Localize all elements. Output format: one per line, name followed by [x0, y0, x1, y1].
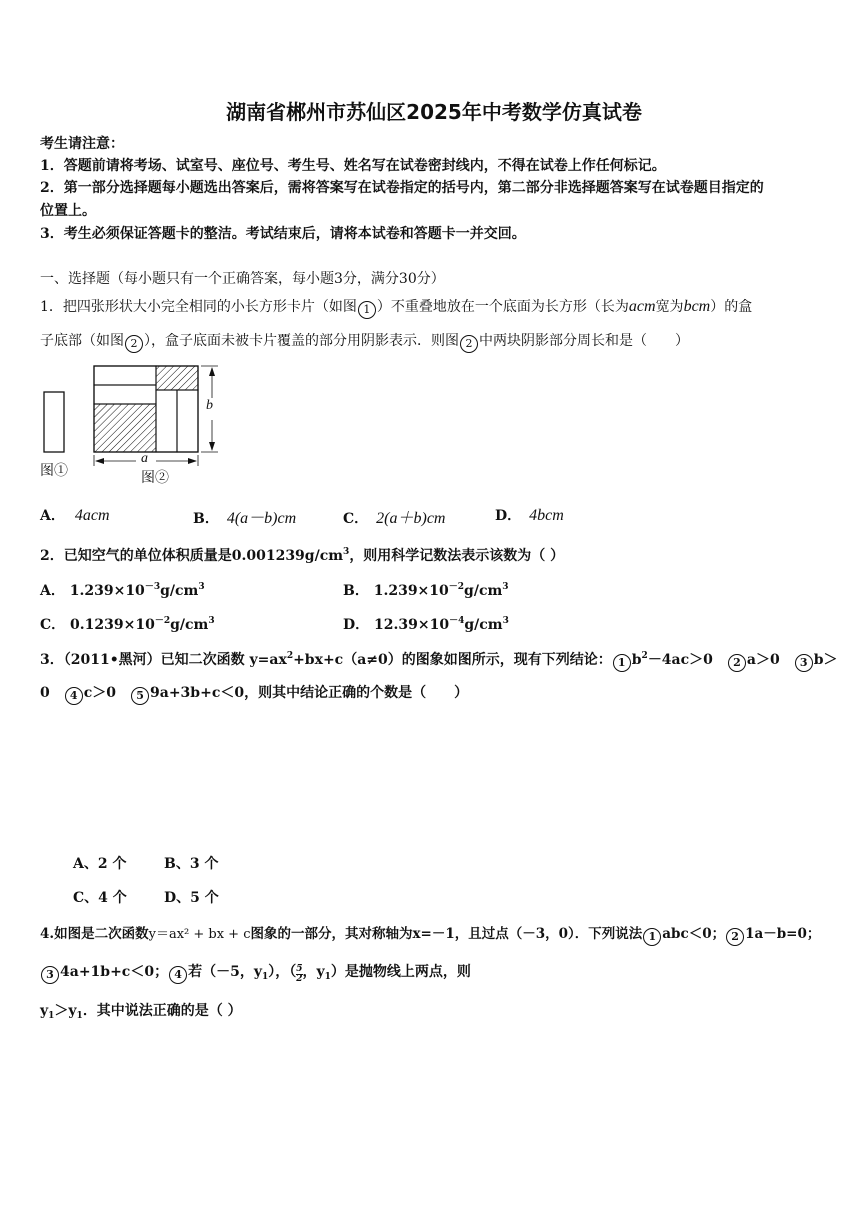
dim-label-b: b — [206, 398, 213, 413]
q1-option-a: A． 4acm — [40, 507, 110, 524]
circled-number: 1 — [358, 301, 376, 319]
circled-number: 2 — [125, 335, 143, 353]
page-title: 湖南省郴州市苏仙区2025年中考数学仿真试卷 — [226, 100, 642, 124]
q2-stem: 2．已知空气的单位体积质量是$0.001239g/cm^3$，则用科学记数法表示该数为（ ） — [40, 547, 565, 564]
q1-option-d: D． 4bcm — [495, 507, 564, 524]
q1-option-c: C． 2(a＋b)cm — [343, 510, 446, 527]
q2-option-d: D． $12.39\times 10^{-4}g/cm^3$ — [343, 616, 509, 633]
circled-number: 3 — [41, 966, 59, 984]
q1-line2: 子底部（如图 2 ），盒子底面未被卡片覆盖的部分用阴影表示．则图 2 中两块阴影部分周长和是（ ） — [40, 330, 689, 353]
q3-option-d: D、5 个 — [164, 890, 219, 906]
section-heading: 一、选择题（每小题只有一个正确答案，每小题3分，满分30分） — [40, 271, 445, 287]
shaded-region-bottom — [94, 404, 156, 452]
q4-line3: $y_1>y_1$．其中说法正确的是（ ） — [40, 1003, 242, 1021]
fig2-label: 图② — [141, 470, 169, 486]
notice-item-1: 1．答题前请将考场、试室号、座位号、考生号、姓名写在试卷密封线内，不得在试卷上作任何标记。 — [40, 158, 666, 174]
q3-option-c: C、4 个 — [73, 890, 127, 906]
notice-item-2-cont: 位置上。 — [40, 203, 96, 219]
circled-number: 2 — [728, 654, 746, 672]
notice-item-3: 3．考生必须保证答题卡的整洁。考试结束后，请将本试卷和答题卡一并交回。 — [40, 226, 526, 242]
circled-number: 2 — [460, 335, 478, 353]
q4-line1: 4.如图是二次函数y＝ax² + bx + c图象的一部分，其对称轴为x=－1，且过点（－3，0）．下列说法 1 abc＜0； 2 1a－b=0； — [40, 922, 820, 946]
q3-line2: 0 4 c＞0 5 9a+3b+c＜0，则其中结论正确的个数是（ ） — [40, 682, 468, 705]
q2-option-a: A． $1.239\times 10^{-3}g/cm^3$ — [40, 582, 205, 599]
circled-number: 4 — [169, 966, 187, 984]
q2-option-b: B． $1.239\times 10^{-2}g/cm^3$ — [343, 582, 509, 599]
card-rectangle — [44, 392, 64, 452]
q3-line1: 3．（2011•黑河）已知二次函数 $y=ax^2+bx+c(a\ne 0)$的图象如图所示，现有下列结论： 1 $b^2-4ac>0$ 2 a＞0 3 b＞ — [40, 649, 838, 672]
fraction: $\frac{5}{2}$ — [296, 964, 303, 984]
circled-number: 1 — [643, 928, 661, 946]
q1-line1: 1．把四张形状大小完全相同的小长方形卡片（如图 1 ）不重叠地放在一个底面为长方形（长为acm宽为bcm）的盒 — [40, 296, 752, 319]
circled-number: 3 — [795, 654, 813, 672]
circled-number: 5 — [131, 687, 149, 705]
q2-option-c: C． $0.1239\times 10^{-2}g/cm^3$ — [40, 616, 215, 633]
notice-item-2: 2．第一部分选择题每小题选出答案后，需将答案写在试卷指定的括号内，第二部分非选择题答案写在试卷题目指定的 — [40, 180, 764, 196]
circled-number: 2 — [726, 928, 744, 946]
dim-label-a: a — [141, 451, 148, 466]
q4-line2: 3 4a+1b+c＜0； 4 若（－5，$y_1$），（ $\frac{5}{2}$ ，$y_1$）是抛物线上两点，则 — [40, 961, 471, 984]
fig1-label: 图① — [40, 463, 68, 479]
shaded-region-top — [156, 366, 198, 390]
circled-number: 4 — [65, 687, 83, 705]
q3-option-b: B、3 个 — [164, 856, 219, 872]
q3-option-a: A、2 个 — [73, 856, 127, 872]
q1-option-b: B． 4(a－b)cm — [193, 510, 297, 527]
notice-heading: 考生请注意： — [40, 136, 124, 152]
circled-number: 1 — [613, 654, 631, 672]
